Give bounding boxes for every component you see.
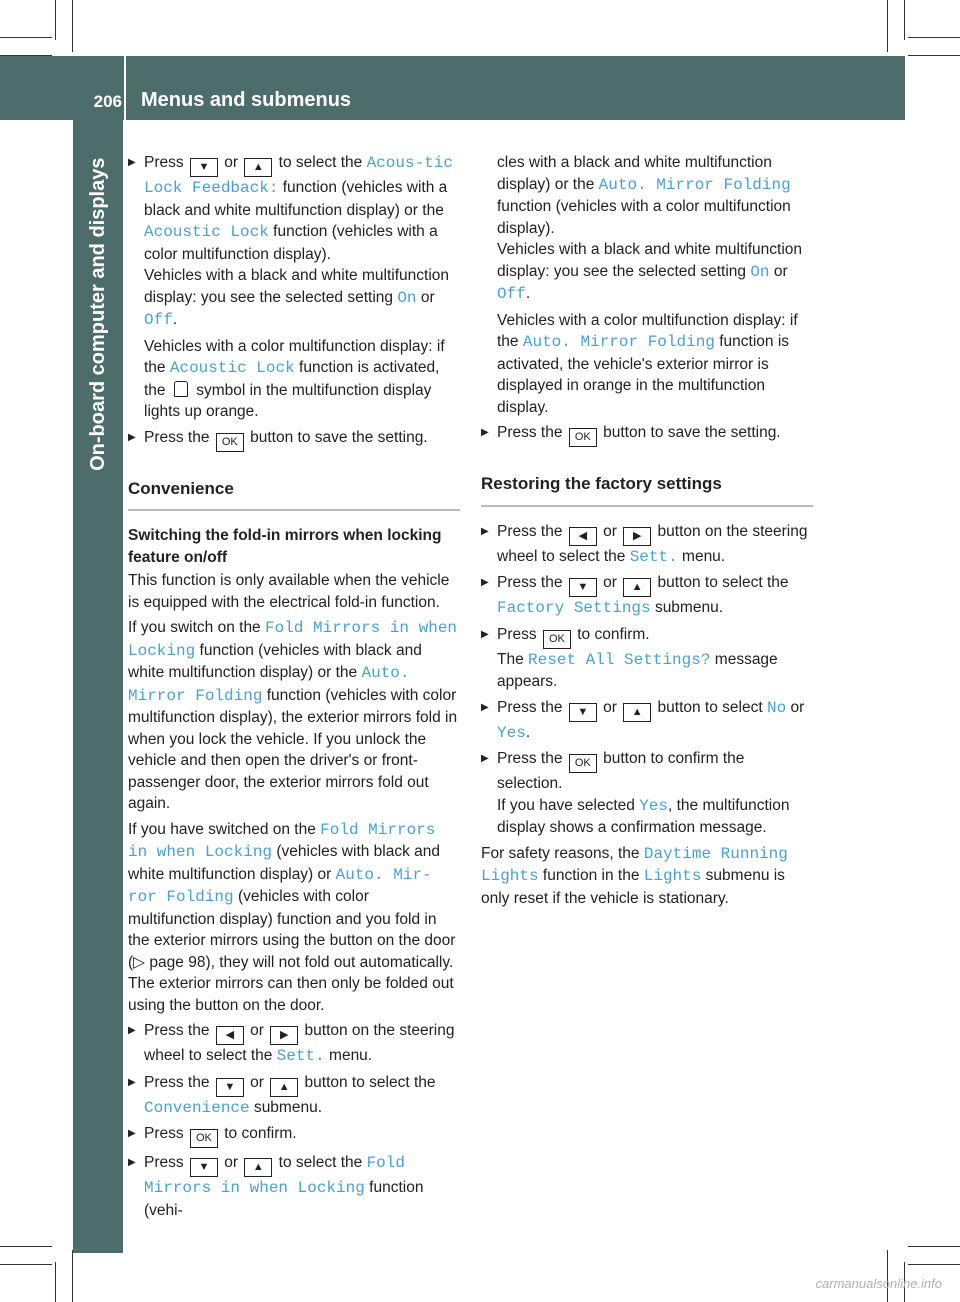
step: ▶ Press the OK button to save the setting. (481, 422, 813, 447)
display-text: Acoustic Lock (144, 223, 269, 241)
down-key-icon: ▼ (190, 158, 218, 177)
up-key-icon: ▲ (270, 1078, 298, 1097)
step: ▶ Press the ▼ or ▲ button to select the Factory Settings submenu. (481, 572, 813, 620)
down-key-icon: ▼ (216, 1078, 244, 1097)
up-key-icon: ▲ (623, 703, 651, 722)
paragraph: If you have switched on the Fold Mirrors in when Locking (vehicles with black and white multifunction display) or Auto. Mir‐ror Folding (vehicles with color multifunction display) function and you fold in the exterior mirrors using the button on the door (▷ page 98), they will not fold out automatically. The exterior mirrors can then only be folded out using the button on the door. (128, 820, 456, 1014)
crop-mark (908, 37, 960, 38)
display-text: Convenience (144, 1098, 250, 1117)
left-key-icon: ◀ (569, 527, 597, 546)
left-key-icon: ◀ (216, 1026, 244, 1045)
display-text: Yes (497, 723, 526, 742)
page-title: Menus and submenus (141, 89, 352, 111)
step: ▶ Press the ▼ or ▲ button to select the Convenience submenu. (128, 1072, 460, 1120)
display-text: Off (497, 285, 526, 303)
down-key-icon: ▼ (190, 1158, 218, 1177)
lock-icon (174, 381, 188, 397)
display-text: Lights (643, 867, 702, 885)
column-left (128, 152, 460, 1225)
paragraph: If you switch on the Fold Mirrors in when Locking function (vehicles with black and white multifunction display) or the Auto. Mirror Folding function (vehicles with color multifunction display), the exterior mirrors fold in when you lock the vehicle. If you unlock the vehicle and then open the driver's or front-passenger door, the exterior mirrors fold out again. (128, 619, 458, 812)
display-text: Fold Mirrors in when Locking (128, 820, 436, 861)
up-key-icon: ▲ (244, 1158, 272, 1177)
display-text: Off (144, 311, 173, 329)
up-key-icon: ▲ (244, 158, 272, 177)
step: ▶ Press the OK button to save the setting. (128, 427, 460, 452)
side-tab-mark (73, 1186, 123, 1253)
display-text: Sett. (276, 1047, 325, 1065)
crop-mark (72, 1250, 73, 1302)
down-key-icon: ▼ (569, 703, 597, 722)
right-key-icon: ▶ (623, 527, 651, 546)
watermark: carmanualsonline.info (815, 1276, 942, 1291)
display-text: Fold Mirrors in when Locking (144, 1154, 405, 1197)
display-text: No (766, 698, 787, 717)
ok-key-icon: OK (190, 1129, 218, 1148)
crop-mark (55, 1262, 56, 1302)
page-header-bar (0, 56, 905, 120)
display-text: Yes (639, 796, 668, 815)
display-text: Fold Mirrors in when Locking (128, 619, 458, 660)
crop-mark (904, 0, 905, 40)
subsection-heading: Switching the fold-in mirrors when locking feature on/off (128, 527, 442, 566)
paragraph: For safety reasons, the Daytime Running Lights function in the Lights submenu is only reset if the vehicle is stationary. (481, 844, 788, 907)
step: ▶ Press the OK button to confirm the selection. If you have selected Yes, the multifunction display shows a confirmation message. (481, 748, 813, 839)
crop-mark (908, 55, 960, 56)
page-reference-link[interactable]: page 98 (149, 953, 206, 971)
up-key-icon: ▲ (623, 578, 651, 597)
right-key-icon: ▶ (270, 1026, 298, 1045)
display-text: Acoustic Lock (169, 359, 295, 377)
step: ▶ Press OK to confirm. (128, 1123, 460, 1148)
display-text: Auto. Mir‐ror Folding (128, 865, 432, 906)
display-text: On (397, 288, 417, 307)
step-continuation: cles with a black and white multifunction display) or the Auto. Mirror Folding function (vehicles with a color multifunction display). Vehicles with a black and white multifunction display: you see the selected setting On or Off. Vehicles with a color multifunction display: if the Auto. Mirror Folding function is activated, the vehicle's exterior mirror is displayed in orange in the multifunction display. (497, 154, 802, 416)
display-text: Auto. Mirror Folding (522, 333, 715, 351)
step: ▶ Press ▼ or ▲ to select the Acous‐tic Lock Feedback: function (vehicles with a black and white multifunction display) or the Acoustic Lock function (vehicles with a color multifunction display). Vehicles with a black and white multifunction display: you see the selected setting On or Off. Vehicles with a color multifunction display: if the Acoustic Lock function is activated, the symbol in the multifunction display lights up orange. (128, 152, 460, 423)
down-key-icon: ▼ (569, 578, 597, 597)
section-heading: Restoring the factory settings (481, 473, 813, 507)
step: ▶ Press the ◀ or ▶ button on the steering wheel to select the Sett. menu. (481, 521, 813, 569)
side-tab-label: On-board computer and displays (86, 157, 109, 471)
crop-mark (55, 0, 56, 40)
column-right (481, 152, 813, 913)
crop-mark (72, 0, 73, 52)
crop-mark (0, 1246, 52, 1247)
display-text: Daytime Running Lights (481, 844, 788, 885)
crop-mark (908, 1264, 960, 1265)
display-text: Sett. (629, 547, 678, 566)
ok-key-icon: OK (216, 433, 244, 452)
display-text: Auto. Mirror Folding (598, 175, 791, 194)
crop-mark (0, 1264, 52, 1265)
page-number: 206 (93, 92, 122, 111)
step: ▶ Press ▼ or ▲ to select the Fold Mirrors in when Locking function (vehi- (128, 1152, 460, 1221)
section-heading: Convenience (128, 478, 460, 512)
display-text: On (750, 262, 770, 281)
display-text: Acous‐tic Lock Feedback: (144, 154, 453, 197)
paragraph: This function is only available when the vehicle is equipped with the electrical fold-in function. (128, 572, 450, 611)
display-text: Reset All Settings? (528, 650, 711, 669)
display-text: Auto. Mirror Folding (128, 664, 410, 705)
step: ▶ Press the ▼ or ▲ button to select No or Yes. (481, 697, 813, 745)
crop-mark (0, 37, 52, 38)
crop-mark (887, 0, 888, 52)
ok-key-icon: OK (569, 754, 597, 773)
step: ▶ Press OK to confirm. The Reset All Settings? message appears. (481, 624, 813, 693)
ok-key-icon: OK (569, 428, 597, 447)
crop-mark (908, 1246, 960, 1247)
header-divider (124, 56, 126, 120)
step: ▶ Press the ◀ or ▶ button on the steering wheel to select the Sett. menu. (128, 1020, 460, 1068)
page-ref-icon: ▷ (133, 953, 146, 971)
ok-key-icon: OK (543, 630, 571, 649)
display-text: Factory Settings (497, 599, 651, 617)
